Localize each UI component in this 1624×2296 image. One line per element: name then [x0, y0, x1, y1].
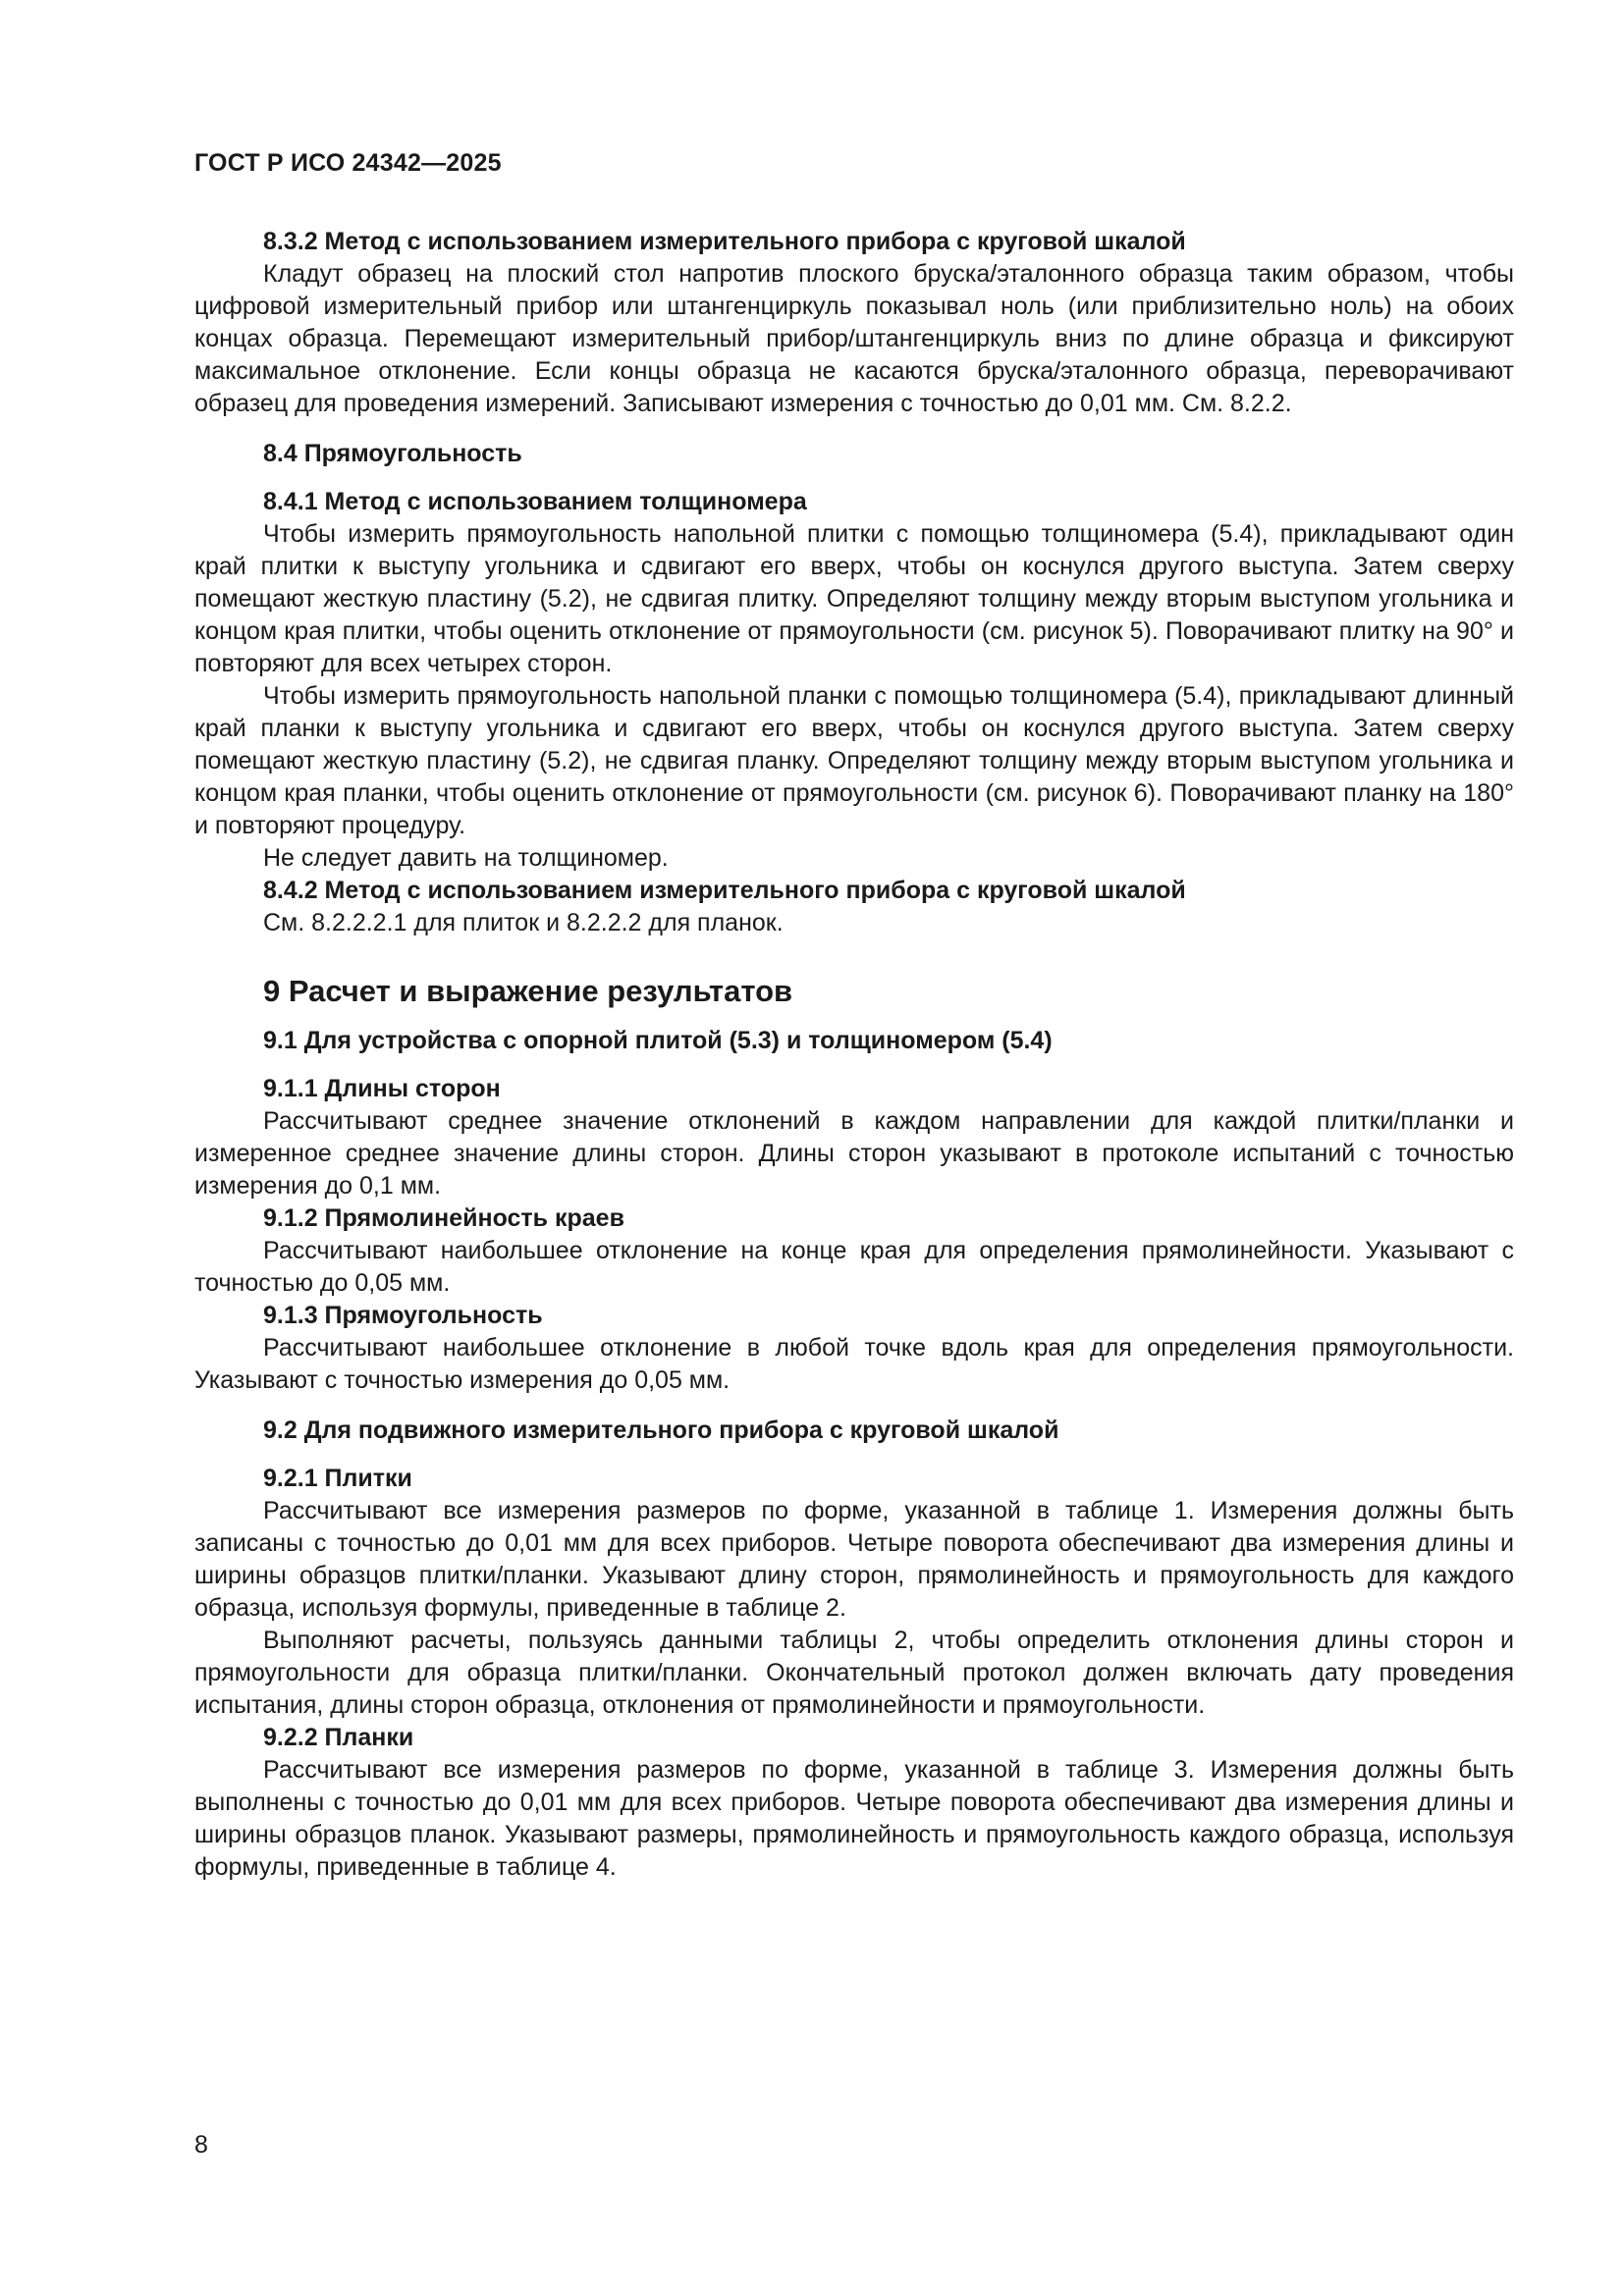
heading-9-2: 9.2 Для подвижного измерительного прибора с круговой шкалой	[263, 1416, 1059, 1444]
heading-9-2-1: 9.2.1 Плитки	[263, 1465, 412, 1492]
document-header: ГОСТ Р ИСО 24342—2025	[194, 149, 502, 177]
document-body	[194, 226, 1514, 1884]
paragraph: Рассчитывают наибольшее отклонение на конце края для определения прямолинейности. Указывают с точностью до 0,05 мм.	[194, 1237, 1514, 1297]
heading-9-1: 9.1 Для устройства с опорной плитой (5.3) и толщиномером (5.4)	[263, 1027, 1053, 1054]
paragraph: Не следует давить на толщиномер.	[263, 844, 669, 872]
heading-9: 9 Расчет и выражение результатов	[263, 974, 793, 1008]
heading-9-1-2: 9.1.2 Прямолинейность краев	[263, 1204, 624, 1232]
paragraph: Рассчитывают все измерения размеров по форме, указанной в таблице 3. Измерения должны быть выполнены с точностью до 0,01 мм для всех приборов. Четыре поворота обеспечивают два измерения длины и ширины образцов планок. Указывают размеры, прямолинейность и прямоугольность каждого образца, используя формулы, приведенные в таблице 4.	[194, 1756, 1514, 1881]
heading-9-1-1: 9.1.1 Длины сторон	[263, 1075, 501, 1102]
heading-8-4: 8.4 Прямоугольность	[263, 440, 522, 467]
page-number: 8	[194, 2131, 208, 2159]
paragraph: Рассчитывают среднее значение отклонений в каждом направлении для каждой плитки/планки и измеренное среднее значение длины сторон. Длины сторон указывают в протоколе испытаний с точностью измерения до 0,1 мм.	[194, 1107, 1514, 1200]
heading-8-4-2: 8.4.2 Метод с использованием измерительного прибора с круговой шкалой	[263, 877, 1186, 904]
heading-8-4-1: 8.4.1 Метод с использованием толщиномера	[263, 488, 807, 515]
heading-9-2-2: 9.2.2 Планки	[263, 1724, 414, 1751]
heading-9-1-3: 9.1.3 Прямоугольность	[263, 1302, 543, 1329]
paragraph: Кладут образец на плоский стол напротив плоского бруска/эталонного образца таким образом, чтобы цифровой измерительный прибор или штангенциркуль показывал ноль (или приблизительно ноль) на обоих концах образца. Перемещают измерительный прибор/штангенциркуль вниз по длине образца и фиксируют максимальное отклонение. Если концы образца не касаются бруска/эталонного образца, переворачивают образец для проведения измерений. Записывают измерения с точностью до 0,01 мм. См. 8.2.2.	[194, 260, 1514, 417]
heading-8-3-2: 8.3.2 Метод с использованием измерительного прибора с круговой шкалой	[263, 228, 1186, 255]
paragraph: Чтобы измерить прямоугольность напольной плитки с помощью толщиномера (5.4), прикладывают один край плитки к выступу угольника и сдвигают его вверх, чтобы он коснулся другого выступа. Затем сверху помещают жесткую пластину (5.2), не сдвигая плитку. Определяют толщину между вторым выступом угольника и концом края плитки, чтобы оценить отклонение от прямоугольности (см. рисунок 5). Поворачивают плитку на 90° и повторяют для всех четырех сторон.	[194, 520, 1514, 677]
paragraph: Выполняют расчеты, пользуясь данными таблицы 2, чтобы определить отклонения длины сторон и прямоугольности для образца плитки/планки. Окончательный протокол должен включать дату проведения испытания, длины сторон образца, отклонения от прямолинейности и прямоугольности.	[194, 1627, 1514, 1719]
paragraph: См. 8.2.2.2.1 для плиток и 8.2.2.2 для планок.	[263, 909, 784, 936]
paragraph: Чтобы измерить прямоугольность напольной планки с помощью толщиномера (5.4), прикладывают длинный край планки к выступу угольника и сдвигают его вверх, чтобы он коснулся другого выступа. Затем сверху помещают жесткую пластину (5.2), не сдвигая планку. Определяют толщину между вторым выступом угольника и концом края планки, чтобы оценить отклонение от прямоугольности (см. рисунок 6). Поворачивают планку на 180° и повторяют процедуру.	[194, 682, 1514, 839]
paragraph: Рассчитывают все измерения размеров по форме, указанной в таблице 1. Измерения должны быть записаны с точностью до 0,01 мм для всех приборов. Четыре поворота обеспечивают два измерения длины и ширины образцов плитки/планки. Указывают длину сторон, прямолинейность и прямоугольность для каждого образца, используя формулы, приведенные в таблице 2.	[194, 1497, 1514, 1622]
paragraph: Рассчитывают наибольшее отклонение в любой точке вдоль края для определения прямоугольности. Указывают с точностью измерения до 0,05 мм.	[194, 1334, 1514, 1394]
